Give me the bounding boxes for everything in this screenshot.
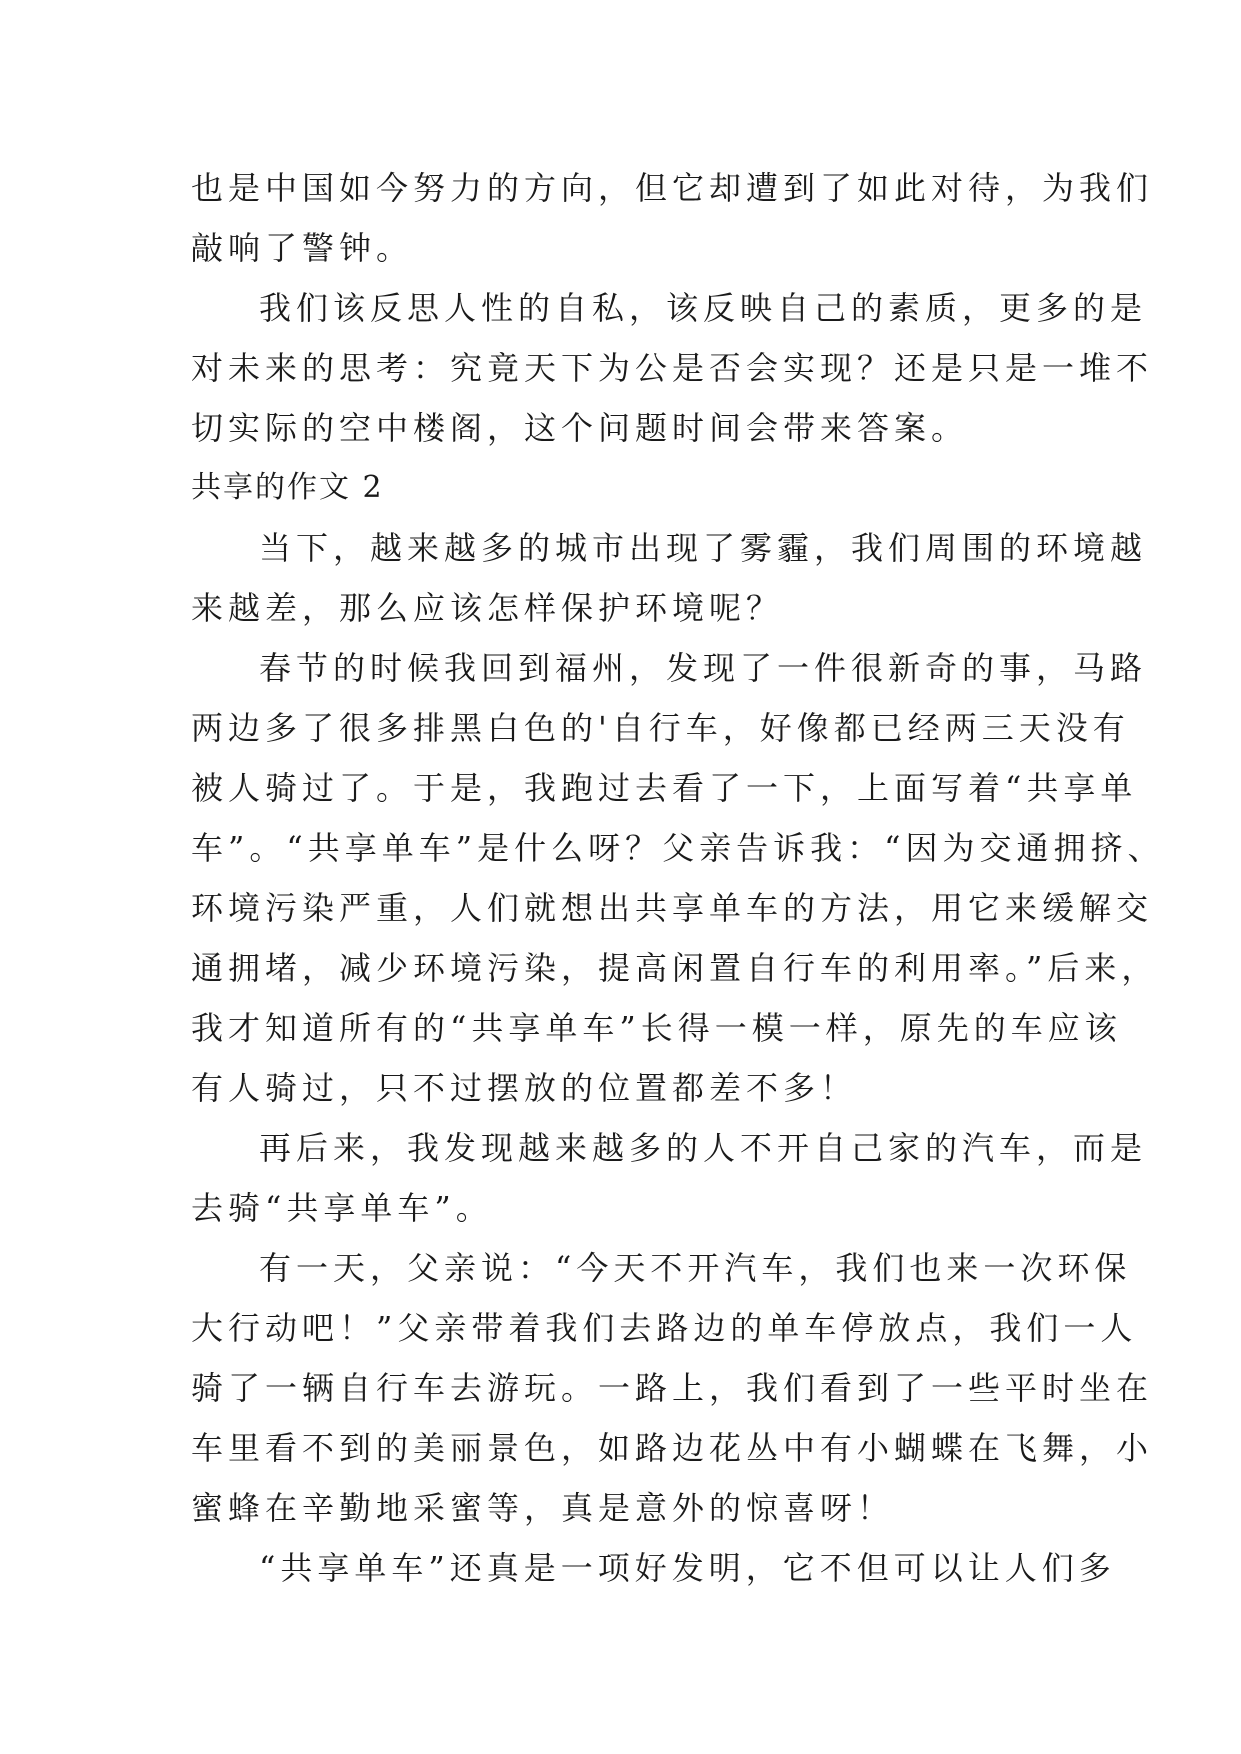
text-line: 对未来的思考：究竟天下为公是否会实现？还是只是一堆不 [191,349,1154,387]
paragraph-start-line: 我们该反思人性的自私，该反映自己的素质，更多的是 [259,289,1148,327]
section-heading: 共享的作文 2 [191,470,384,505]
text-line: 环境污染严重，人们就想出共享单车的方法，用它来缓解交 [191,889,1154,927]
text-line: 蜜蜂在辛勤地采蜜等，真是意外的惊喜呀！ [191,1489,895,1527]
paragraph-start-line: 春节的时候我回到福州，发现了一件很新奇的事，马路 [259,649,1148,687]
text-line: 来越差，那么应该怎样保护环境呢？ [191,589,784,627]
text-line: 车里看不到的美丽景色，如路边花丛中有小蝴蝶在飞舞，小 [191,1429,1154,1467]
text-line: 两边多了很多排黑白色的'自行车，好像都已经两三天没有 [191,709,1130,747]
text-line: 也是中国如今努力的方向，但它却遭到了如此对待，为我们 [191,169,1154,207]
text-line: 去骑“共享单车”。 [191,1189,493,1227]
text-line: 切实际的空中楼阁，这个问题时间会带来答案。 [191,409,969,447]
text-line: 车”。“共享单车”是什么呀？父亲告诉我：“因为交通拥挤、 [191,829,1165,867]
text-line: 敲响了警钟。 [191,229,414,267]
paragraph-start-line: “共享单车”还真是一项好发明，它不但可以让人们多 [259,1549,1116,1587]
text-line: 我才知道所有的“共享单车”长得一模一样，原先的车应该 [191,1009,1122,1047]
text-line: 大行动吧！”父亲带着我们去路边的单车停放点，我们一人 [191,1309,1138,1347]
document-page [191,158,1165,1598]
paragraph-start-line: 有一天，父亲说：“今天不开汽车，我们也来一次环保 [259,1249,1132,1287]
text-line: 骑了一辆自行车去游玩。一路上，我们看到了一些平时坐在 [191,1369,1154,1407]
paragraph-start-line: 当下，越来越多的城市出现了雾霾，我们周围的环境越 [259,529,1148,567]
text-line: 有人骑过，只不过摆放的位置都差不多！ [191,1069,858,1107]
paragraph-start-line: 再后来，我发现越来越多的人不开自己家的汽车，而是 [259,1129,1148,1167]
text-line: 被人骑过了。于是，我跑过去看了一下，上面写着“共享单 [191,769,1138,807]
text-line: 通拥堵，减少环境污染，提高闲置自行车的利用率。”后来， [191,949,1159,987]
